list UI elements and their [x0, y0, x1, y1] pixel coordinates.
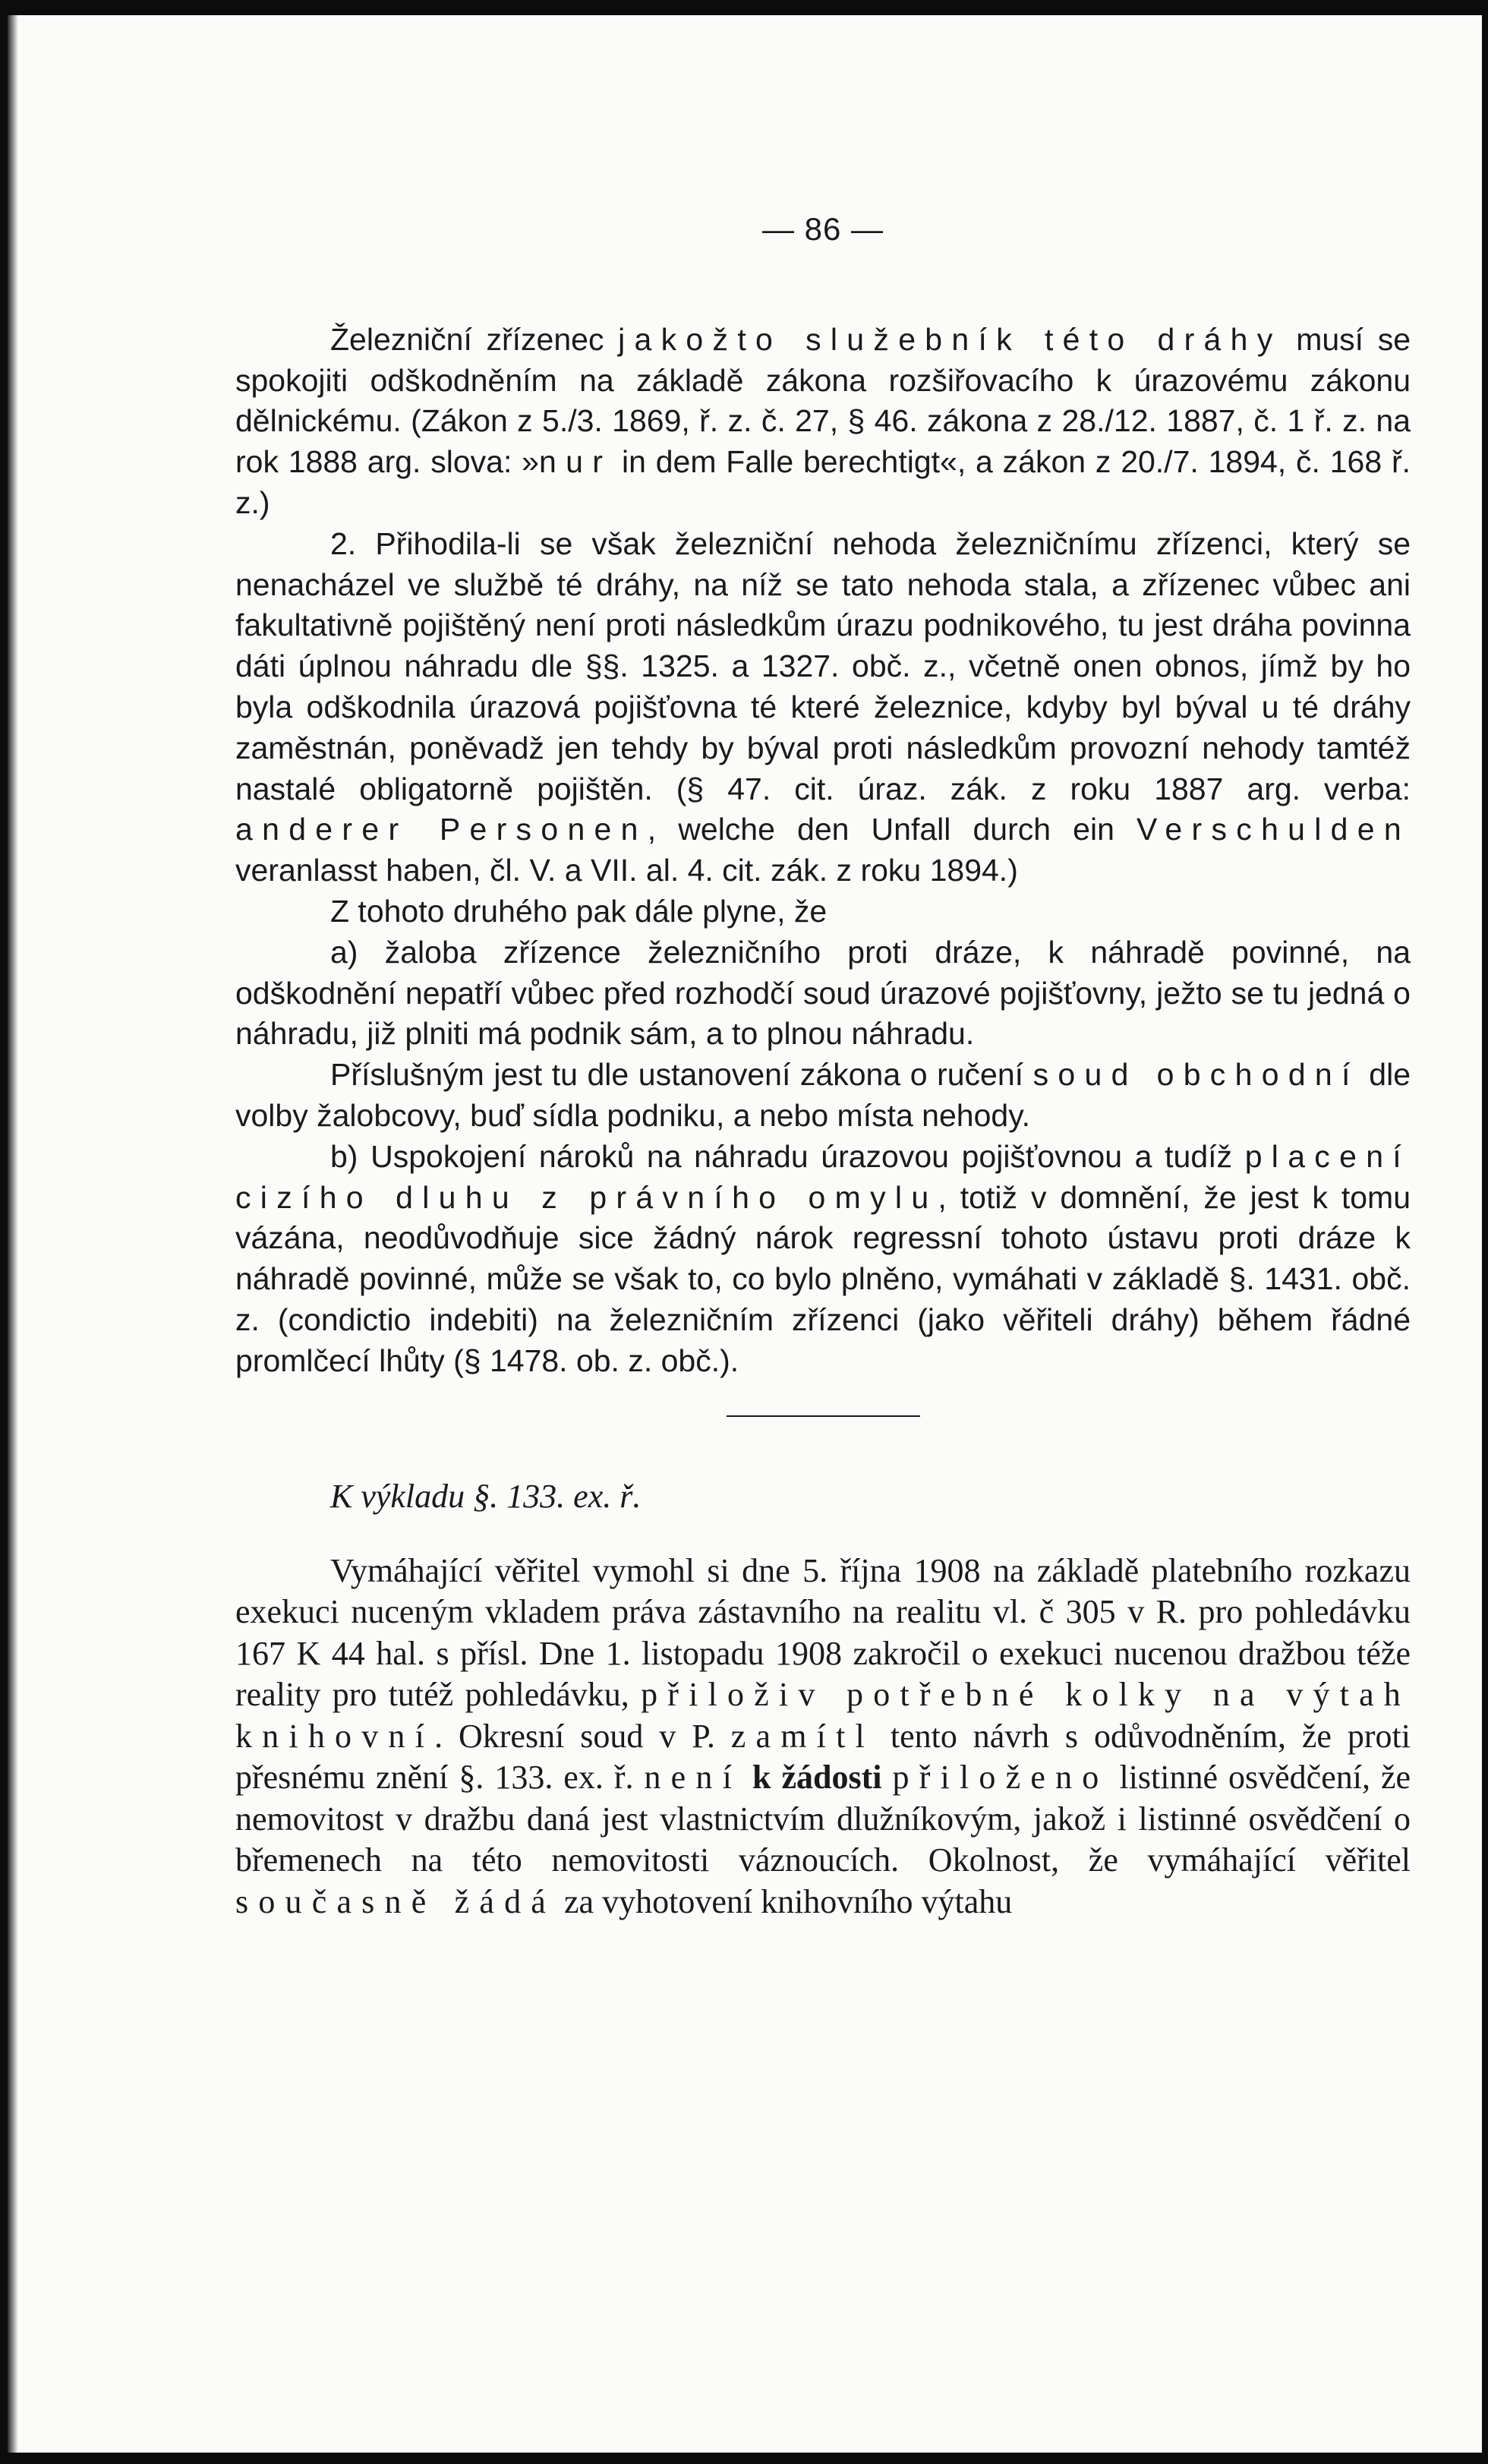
paragraph-5-spaced-a: soud obchodní [1032, 1057, 1360, 1093]
paragraph-6-item-b [235, 1137, 1411, 1382]
paragraph-1-spaced-a: jakožto služebník této dráhy [618, 321, 1282, 357]
paragraph-2-text-a: 2. Přihodila-li se však železniční nehoda železničnímu zřízenci, který se nenacházel ve službě té dráhy, na níž se tato nehoda stala, a zřízenec vůbec ani fakultativně pojištěný není proti následkům úrazu podnikového, tu jest dráha povinna dáti úplnou náhradu dle §§. 1325. a 1327. obč. z., včetně onen obnos, jímž by ho byla odškodnila úrazová pojišťovna té které železnice, kdyby byl býval u té dráhy zaměstnán, poněvadž jen tehdy by býval proti následkům provozní nehody tamtéž nastalé obligatorně pojištěn. (§ 47. cit. úraz. zák. z roku 1887 arg. verba: [235, 525, 1411, 806]
paragraph-1-spaced-b: nur [539, 444, 613, 480]
paragraph-6-text-b: , totiž v domnění, že jest k tomu vázána, neodůvodňuje sice žádný nárok regressní tohoto ústavu proti dráze k náhradě povinné, může se však to, co bylo plněno, vymáhati v základě §. 1431. obč. z. (condictio indebiti) na železničním zřízenci (jako věřiteli dráhy) během řádné promlčecí lhůty (§ 1478. ob. z. obč.). [235, 1179, 1411, 1378]
paragraph-1 [235, 320, 1411, 524]
text-body [235, 209, 1411, 1923]
section-spaced-a: přiloživ potřebné kolky na výtah knihovní [235, 1676, 1411, 1755]
section-text-e: za vyhotovení knihovního výtahu [556, 1882, 1013, 1920]
paragraph-5-text-a: Příslušným jest tu dle ustanovení zákona o ručení [330, 1057, 1033, 1093]
section-bold-text: k žádosti [752, 1759, 882, 1797]
paragraph-2 [235, 524, 1411, 891]
section-paragraph-1 [235, 1551, 1411, 1923]
paragraph-3: Z tohoto druhého pak dále plyne, že [330, 893, 828, 929]
scanned-page [8, 15, 1482, 2453]
paragraph-2-text-c: veranlasst haben, čl. V. a VII. al. 4. cit. zák. z roku 1894.) [235, 853, 1018, 888]
paragraph-5-text-b: dle volby žalobcovy, buď sídla podniku, a nebo místa nehody. [235, 1057, 1411, 1133]
paragraph-4-item-a: a) žaloba zřízence železničního proti dráze, k náhradě povinné, na odškodnění nepatří vůbec před rozhodčí soud úrazové pojišťovny, ježto se tu jedná o náhradu, již plniti má podnik sám, a to plnou náhradu. [235, 934, 1411, 1052]
paragraph-2-text-b: , welche den Unfall durch ein [647, 812, 1137, 847]
section-divider [727, 1415, 920, 1417]
section-text-c: tento návrh s odůvodněním, že proti přesnému znění §. 133. ex. ř. [235, 1717, 1411, 1797]
section-spaced-d: přiloženo [892, 1759, 1109, 1797]
section-text-b: . Okresní soud v P. [434, 1717, 731, 1755]
paragraph-2-spaced-a: anderer Personen [235, 812, 648, 847]
section-spaced-c: není [644, 1759, 742, 1797]
page-number: — 86 — [761, 211, 884, 247]
section-heading: K výkladu §. 133. ex. ř. [330, 1477, 642, 1515]
section-spaced-e: současně žádá [235, 1882, 556, 1920]
section-text-a: Vymáhající věřitel vymohl si dne 5. října 1908 na základě platebního rozkazu exekuci nuceným vkladem práva zástavního na realitu vl. č 305 v R. pro pohledávku 167 K 44 hal. s přísl. Dne 1. listopadu 1908 zakročil o exekuci nucenou dražbou téže reality pro tutéž pohledávku, [235, 1551, 1411, 1714]
scan-edge-shadow [8, 15, 18, 2453]
paragraph-2-spaced-b: Verschulden [1136, 812, 1411, 847]
section-body [235, 1551, 1411, 1923]
section-spaced-b: zamítl [730, 1717, 875, 1755]
paragraph-1-text-a: Železniční zřízenec [330, 321, 619, 357]
paragraph-1-text-c: in dem Falle berechtigt«, a zákon z 20./7. 1894, č. 168 ř. z.) [235, 444, 1411, 520]
paragraph-6-text-a: b) Uspokojení nároků na náhradu úrazovou pojišťovnou a tudíž [330, 1138, 1245, 1174]
paragraph-6-spaced-a: placení cizího dluhu z právního omylu [235, 1138, 1411, 1215]
section-text-d: listinné osvědčení, že nemovitost v dražbu daná jest vlastnictvím dlužníkovým, jakož i listinné osvědčení o břemenech na této nemovitosti váznoucích. Okolnost, že vymáhající věřitel [235, 1759, 1411, 1879]
paragraph-5 [235, 1055, 1411, 1137]
paragraph-1-text-b: musí se spokojiti odškodněním na základě zákona rozšiřovacího k úrazovému zákonu dělnickému. (Zákon z 5./3. 1869, ř. z. č. 27, § 46. zákona z 28./12. 1887, č. 1 ř. z. na rok 1888 arg. slova: » [235, 321, 1411, 480]
